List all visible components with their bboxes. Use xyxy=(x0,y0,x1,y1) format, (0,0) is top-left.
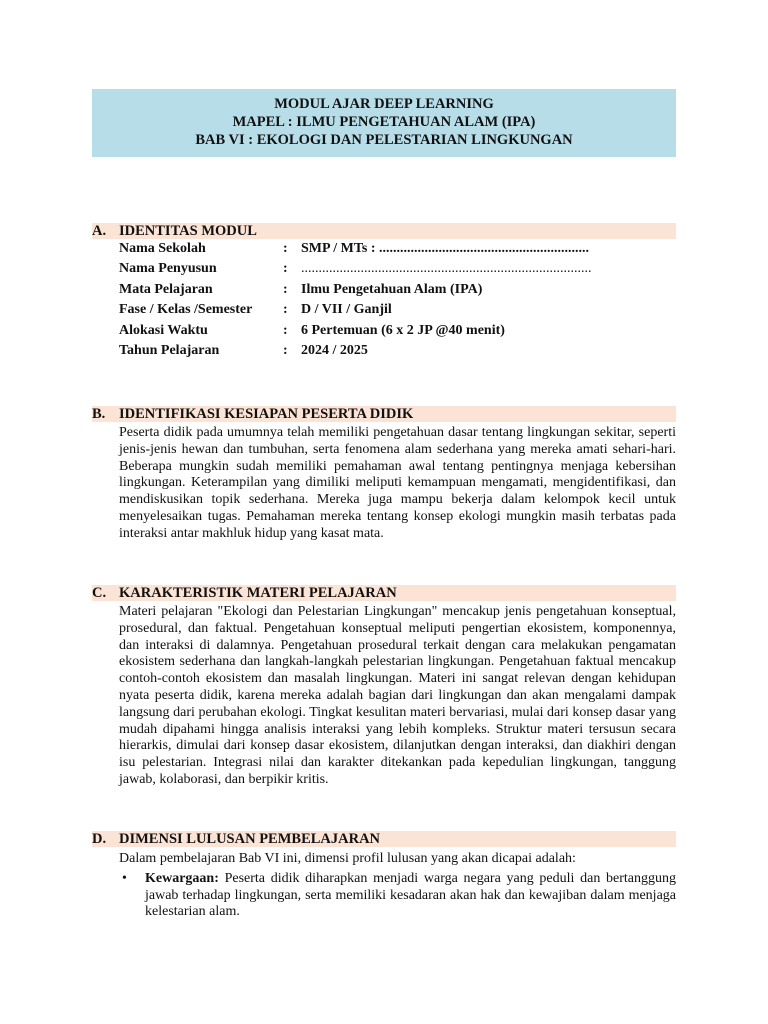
section-b-paragraph: Peserta didik pada umumnya telah memiliki pengetahuan dasar tentang lingkungan sekitar, seperti jenis-jenis hewan dan tumbuhan, serta fenomena alam sederhana yang mereka amati sehari-hari. Beberapa mungkin sudah memiliki pemahaman awal tentang pentingnya menjaga kebersihan lingkungan. Keterampilan yang dimiliki meliputi kemampuan mengamati, mengidentifikasi, dan mendiskusikan topik sederhana. Mereka juga mampu bekerja dalam kelompok kecil untuk menyelesaikan tugas. Pemahaman mereka tentang konsep ekologi mungkin masih terbatas pada interaksi antar makhluk hidup yang kasat mata. xyxy=(119,425,676,541)
header-line-1: MODUL AJAR DEEP LEARNING xyxy=(274,96,494,112)
identity-label: Alokasi Waktu xyxy=(119,322,208,338)
bullet-label: Kewargaan: xyxy=(145,870,219,886)
header-line-2: MAPEL : ILMU PENGETAHUAN ALAM (IPA) xyxy=(232,114,536,130)
list-item xyxy=(119,871,676,921)
identity-value: 6 Pertemuan (6 x 2 JP @40 menit) xyxy=(301,322,505,338)
identity-label: Tahun Pelajaran xyxy=(119,343,220,359)
section-karakteristik-materi xyxy=(92,585,676,789)
identity-value: 2024 / 2025 xyxy=(301,343,368,359)
section-d-intro: Dalam pembelajaran Bab VI ini, dimensi profil lulusan yang akan dicapai adalah: xyxy=(119,851,576,866)
identity-colon: : xyxy=(283,281,288,297)
identity-table xyxy=(119,239,592,361)
header-line-3: BAB VI : EKOLOGI DAN PELESTARIAN LINGKUNGAN xyxy=(195,132,573,148)
section-d-letter: D. xyxy=(92,831,107,847)
identity-row-mata-pelajaran xyxy=(119,280,592,300)
identity-value: ................................................................................... xyxy=(301,261,592,277)
section-a-heading xyxy=(92,223,676,239)
section-c-paragraph: Materi pelajaran "Ekologi dan Pelestarian Lingkungan" mencakup jenis pengetahuan konseptual, prosedural, dan faktual. Pengetahuan konseptual meliputi pengertian ekosistem, komponennya, dan interaksi di dalamnya. Pengetahuan prosedural terkait dengan cara melakukan pengamatan ekosistem sederhana dan langkah-langkah pelestarian lingkungan. Pengetahuan faktual mencakup contoh-contoh ekosistem dan masalah lingkungan. Materi ini sangat relevan dengan kehidupan nyata peserta didik, karena mereka adalah bagian dari lingkungan dan akan mengalami dampak langsung dari perubahan ekologi. Tingkat kesulitan materi bervariasi, mulai dari konsep dasar yang mudah dipahami hingga analisis interaksi yang lebih kompleks. Struktur materi tersusun secara hierarkis, dimulai dari konsep dasar ekosistem, dilanjutkan dengan interaksi, dan diakhiri dengan isu pelestarian. Integrasi nilai dan karakter ditekankan pada kepedulian lingkungan, tanggung jawab, kolaborasi, dan berpikir kritis. xyxy=(119,604,676,787)
bullet-icon: • xyxy=(122,870,127,886)
bullet-text: Peserta didik diharapkan menjadi warga negara yang peduli dan bertanggung jawab terhadap lingkungan, serta memiliki kesadaran akan hak dan kewajiban dalam menjaga kelestarian alam. xyxy=(145,870,676,920)
identity-label: Nama Penyusun xyxy=(119,261,217,277)
section-dimensi-lulusan xyxy=(92,831,676,921)
identity-colon: : xyxy=(283,302,288,318)
identity-label: Mata Pelajaran xyxy=(119,281,213,297)
identity-label: Nama Sekolah xyxy=(119,241,206,256)
section-b-letter: B. xyxy=(92,406,106,422)
section-b-heading xyxy=(92,406,676,422)
identity-colon: : xyxy=(283,322,288,338)
identity-value: Ilmu Pengetahuan Alam (IPA) xyxy=(301,281,483,297)
identity-row-nama-sekolah xyxy=(119,239,592,259)
section-d-heading xyxy=(92,831,676,847)
identity-colon: : xyxy=(283,343,288,359)
document-header xyxy=(92,89,676,157)
identity-row-nama-penyusun xyxy=(119,259,592,279)
section-d-title: DIMENSI LULUSAN PEMBELAJARAN xyxy=(119,831,381,847)
identity-colon: : xyxy=(283,261,288,277)
identity-label: Fase / Kelas /Semester xyxy=(119,302,253,318)
section-a-letter: A. xyxy=(92,223,107,239)
identity-value: SMP / MTs : ............................................................ xyxy=(301,241,590,256)
section-c-heading xyxy=(92,585,676,601)
section-a-title: IDENTITAS MODUL xyxy=(119,223,257,239)
identity-row-fase-kelas-semester xyxy=(119,300,592,320)
identity-colon: : xyxy=(283,241,288,256)
section-identitas-modul xyxy=(92,223,676,361)
identity-row-tahun-pelajaran xyxy=(119,341,592,361)
section-b-title: IDENTIFIKASI KESIAPAN PESERTA DIDIK xyxy=(119,406,414,422)
section-c-title: KARAKTERISTIK MATERI PELAJARAN xyxy=(119,585,397,601)
identity-row-alokasi-waktu xyxy=(119,321,592,341)
identity-value: D / VII / Ganjil xyxy=(301,302,392,318)
section-c-letter: C. xyxy=(92,585,107,601)
section-kesiapan-peserta-didik xyxy=(92,406,676,543)
